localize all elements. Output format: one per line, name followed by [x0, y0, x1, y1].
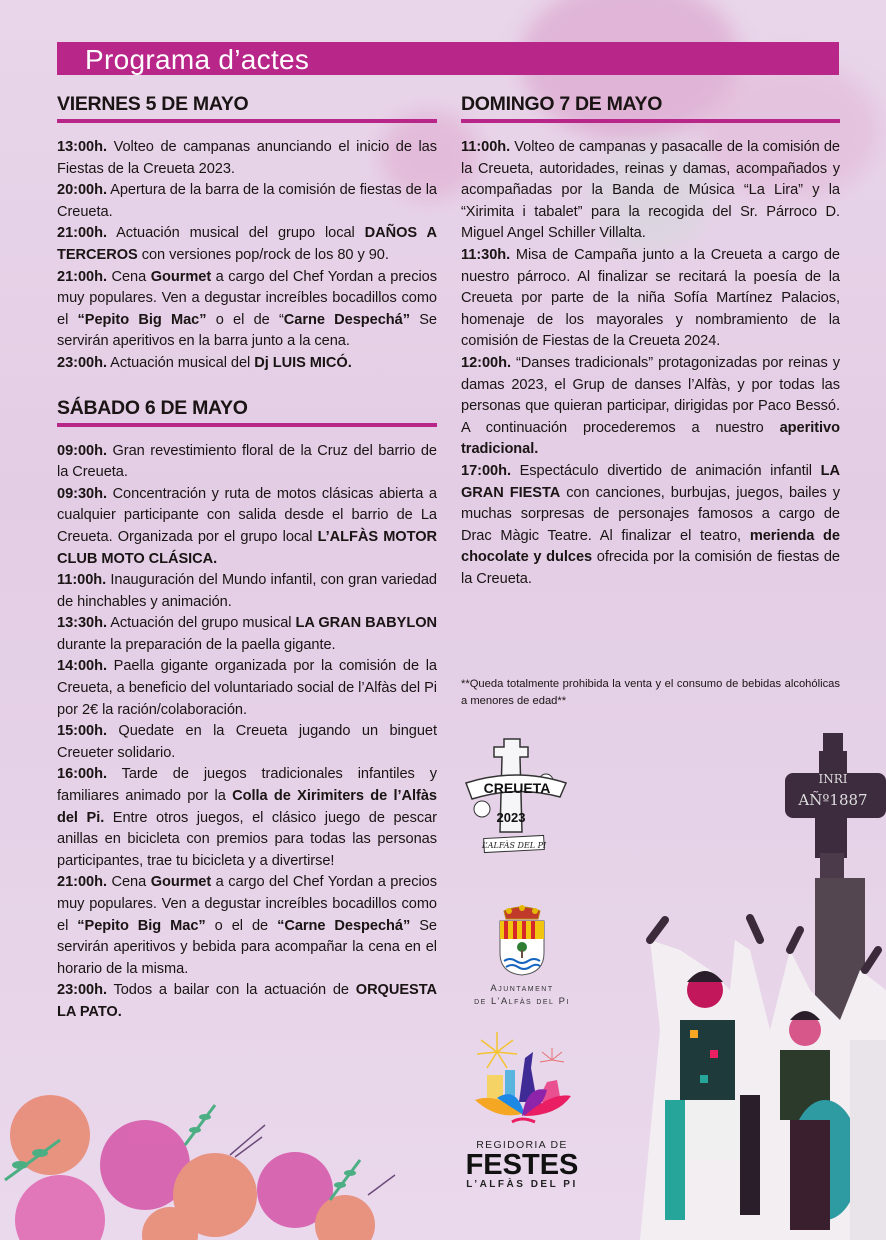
event-text: Quedate en la Creueta jugando un binguet Creueter solidario. [57, 723, 437, 761]
event-text: Actuación musical del grupo local [106, 225, 365, 242]
event-item [57, 267, 437, 353]
event-text: Cena [106, 268, 151, 285]
event-time: 13:30h. [57, 615, 107, 632]
event-item [57, 180, 437, 223]
event-text: Volteo de campanas y pasacalle de la comisión de la Creueta, autoridades, reinas y damas, acompañados y acompañadas por la Banda de Música “La Lira” y la “Xirimita i tabalet” para la recogida del Sr. Párroco D. Miguel Angel Schiller Villalta. [461, 139, 840, 242]
event-time: 09:00h. [57, 442, 107, 459]
event-time: 21:00h. [57, 225, 107, 242]
day-section-friday [57, 92, 437, 375]
event-item [57, 441, 437, 484]
event-text: Paella gigante organizada por la comisión de la Creueta, a beneficio del voluntariado social de l’Alfàs del Pi por 2€ la ración/colaboración. [57, 658, 437, 718]
ajuntament-line1: Ajuntament [490, 983, 554, 994]
event-text: Todos a bailar con la actuación de [106, 982, 356, 999]
event-list [57, 137, 437, 375]
day-heading: SÁBADO 6 DE MAYO [57, 396, 437, 427]
watercolor-flowers-decoration [0, 1085, 450, 1240]
event-text: Entre otros juegos, el clásico juego de pescar anillas en bicicleta con premios para todas las personas participantes, trae tu bicicleta y a divertirse! [57, 809, 437, 869]
event-time: 16:00h. [57, 766, 107, 783]
event-text: Actuación del grupo musical [106, 615, 296, 632]
event-text: con versiones pop/rock de los 80 y 90. [137, 246, 389, 263]
event-text: Gran revestimiento floral de la Cruz del barrio de la Creueta. [57, 442, 437, 481]
event-time: 14:00h. [57, 658, 107, 675]
event-item [57, 570, 437, 613]
event-highlight: Colla de Xirimiters de l’Alfàs del Pi. [57, 788, 437, 826]
event-highlight: LA GRAN FIESTA [461, 462, 840, 501]
event-list [461, 137, 840, 590]
event-highlight: “Carne Despechá” [277, 917, 411, 934]
right-column [461, 92, 840, 611]
event-text: durante la preparación de la paella gigante. [57, 636, 336, 653]
day-section-saturday [57, 396, 437, 1024]
page-title: Programa d’actes [85, 44, 310, 75]
event-time: 11:00h. [57, 572, 107, 589]
event-highlight: Gourmet [150, 268, 212, 285]
event-item [57, 980, 437, 1023]
event-text: “Danses tradicionals” protagonizadas por reinas y damas 2023, el Grup de danses l’Alfàs, y por todas las personas que quieran participar, dirigidas por Paco Bessó. A continuación procederemos a nuestro [461, 354, 840, 436]
event-text: Concentración y ruta de motos clásicas abierta a cualquier participante con salida desde el barrio de La Creueta. Organizada por el grupo local [57, 485, 437, 545]
event-item [57, 764, 437, 872]
ajuntament-line2: de L’Alfàs del Pi [474, 996, 570, 1007]
event-item [57, 721, 437, 764]
traditional-dancers-illustration [640, 910, 886, 1240]
event-text: Actuación musical del [106, 354, 255, 371]
festes-line2: FESTES [465, 1149, 579, 1181]
event-highlight: L’ALFÀS MOTOR CLUB MOTO CLÁSICA. [57, 528, 437, 567]
event-time: 15:00h. [57, 723, 107, 740]
event-text: o el de [205, 917, 278, 934]
event-list [57, 441, 437, 1024]
left-column [57, 92, 437, 1045]
event-highlight: “Pepito Big Mac” [77, 917, 206, 934]
event-item [57, 137, 437, 180]
event-text: a cargo del Chef Yordan a precios muy populares. Ven a degustar increíbles bocadillos como el [57, 268, 437, 328]
event-text: Se servirán aperitivos y bebida para acompañar la cena en el horario de la misma. [57, 917, 437, 977]
event-time: 11:30h. [461, 246, 511, 263]
creueta-banner-text: CREUETA [483, 780, 551, 796]
day-heading: VIERNES 5 DE MAYO [57, 92, 437, 123]
event-time: 12:00h. [461, 354, 511, 371]
event-text: a cargo del Chef Yordan a precios muy populares. Ven a degustar increíbles bocadillos como el [57, 874, 437, 934]
creueta-year-text: 2023 [496, 810, 526, 825]
day-section-sunday [461, 92, 840, 590]
event-highlight: LA GRAN BABYLON [295, 615, 437, 632]
event-highlight: Carne Despechá” [283, 311, 410, 328]
event-text: Cena [106, 874, 151, 891]
regidoria-festes-logo [462, 1030, 582, 1205]
event-item [57, 656, 437, 721]
event-item [57, 223, 437, 266]
event-item [461, 461, 840, 591]
event-item [461, 137, 840, 245]
event-text: Tarde de juegos tradicionales infantiles y familiares animado por la [57, 766, 437, 805]
event-highlight: “Pepito Big Mac” [77, 311, 207, 328]
event-text: Inauguración del Mundo infantil, con gran variedad de hinchables y animación. [57, 572, 437, 610]
event-text: o el de “ [206, 311, 284, 328]
event-time: 11:00h. [461, 139, 511, 155]
event-text: ofrecida por la comisión de fiestas de la Creueta. [461, 549, 840, 587]
festes-line1: REGIDORIA DE [476, 1139, 568, 1151]
creueta-cross-icon [462, 737, 572, 862]
event-text: Misa de Campaña junto a la Creueta a cargo de nuestro párroco. Al finalizar se recitará la poesía de la Creueta por parte de la niña Sofía Martínez Palacios, homenaje de los mayorales y nombramiento de la comisión de Fiestas de la Creueta 2024. [461, 246, 840, 350]
cross-inscription-line2: AÑº1887 [798, 791, 868, 809]
festes-line3: L’ALFÀS DEL PI [466, 1179, 578, 1190]
festes-emblem-icon [467, 1030, 577, 1130]
event-highlight: Dj LUIS MICÓ. [254, 354, 352, 371]
event-text: Se servirán aperitivos en la barra junto a la cena. [57, 311, 437, 350]
event-item [461, 245, 840, 353]
event-text: Volteo de campanas anunciando el inicio de las Fiestas de la Creueta 2023. [57, 139, 437, 177]
event-text: Apertura de la barra de la comisión de fiestas de la Creueta. [57, 182, 437, 220]
event-highlight: Gourmet [150, 874, 212, 891]
creueta-logo [462, 737, 572, 857]
event-time: 21:00h. [57, 268, 107, 285]
event-highlight: merienda de chocolate y dulces [461, 527, 840, 566]
event-text: Espectáculo divertido de animación infantil [510, 462, 821, 479]
event-highlight: aperitivo tradicional. [461, 419, 840, 458]
event-highlight: DAÑOS A TERCEROS [57, 225, 437, 263]
event-item [57, 613, 437, 656]
event-time: 23:00h. [57, 982, 107, 999]
event-item [57, 353, 437, 375]
creueta-place-text: L’ALFÀS DEL PI [481, 841, 547, 850]
cross-inscription-line1: INRI [818, 772, 848, 786]
event-item [461, 353, 840, 461]
ajuntament-logo [462, 905, 582, 1010]
event-time: 13:00h. [57, 139, 107, 155]
event-text: con canciones, burbujas, juegos, bailes y muchas sorpresas de personajes famosos a cargo de Drac Màgic Teatre. Al finalizar el teatro, [461, 484, 840, 544]
event-time: 09:30h. [57, 485, 107, 502]
event-item [57, 872, 437, 980]
coat-of-arms-icon [492, 905, 552, 977]
event-time: 23:00h. [57, 354, 107, 371]
event-item [57, 484, 437, 570]
event-time: 21:00h. [57, 874, 107, 891]
event-highlight: ORQUESTA LA PATO. [57, 982, 437, 1020]
day-heading: DOMINGO 7 DE MAYO [461, 92, 840, 123]
event-time: 20:00h. [57, 182, 107, 199]
event-time: 17:00h. [461, 462, 511, 479]
alcohol-notice: **Queda totalmente prohibida la venta y el consumo de bebidas alcohólicas a menores de edad** [461, 678, 840, 707]
